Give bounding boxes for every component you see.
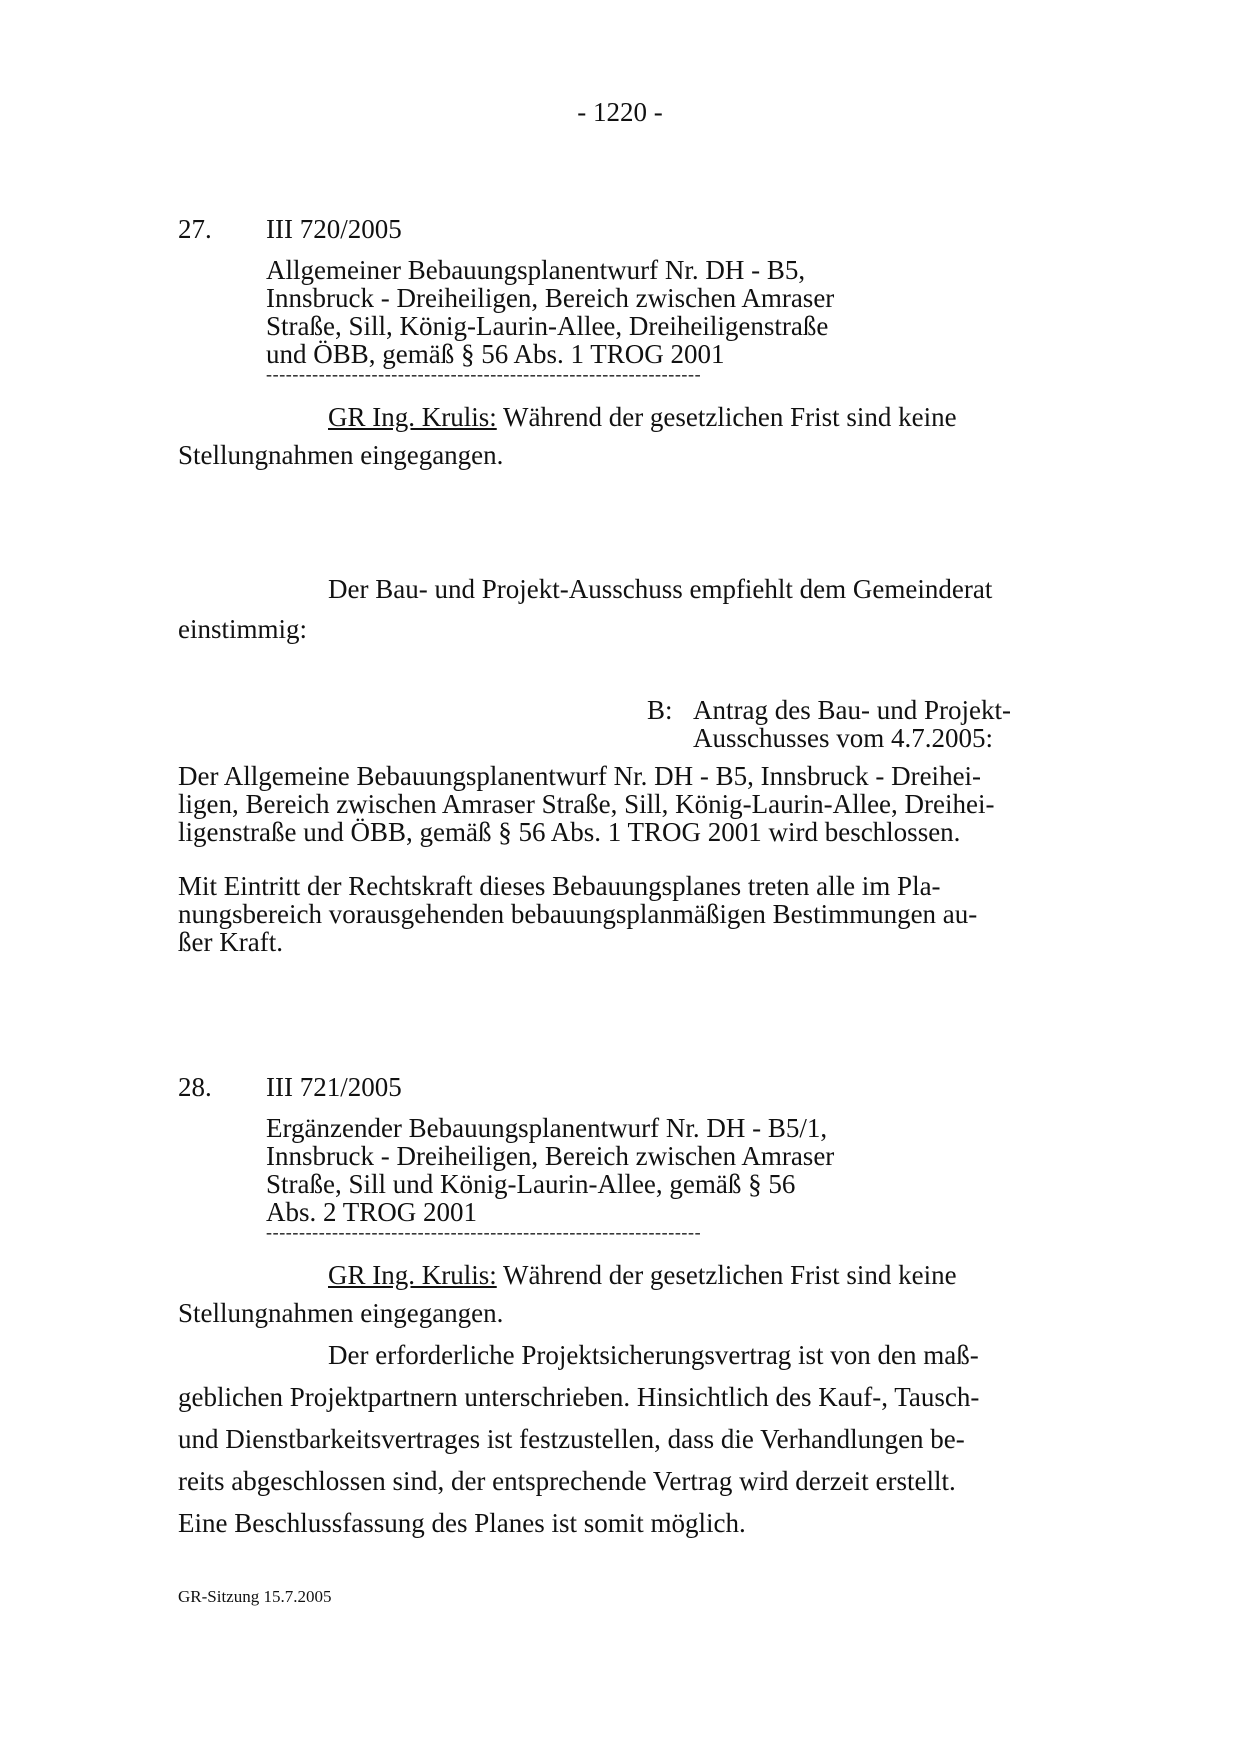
item-27-reference: III 720/2005 [266,214,402,244]
effect-line: nungsbereich vorausgehenden bebauungsplanmäßigen Bestimmungen au- [178,899,978,929]
footer: GR-Sitzung 15.7.2005 [178,1587,332,1606]
item-28-statement [328,1254,957,1296]
motion-text [693,696,1011,752]
item-27-title [266,256,834,368]
title-line: Allgemeiner Bebauungsplanentwurf Nr. DH - B5, [266,255,806,285]
item-28-body [178,1376,979,1544]
resolution-line: Der Allgemeine Bebauungsplanentwurf Nr. DH - B5, Innsbruck - Dreihei- [178,761,982,791]
item-27-statement [328,396,957,438]
speaker-name: GR Ing. Krulis: [328,1260,497,1290]
item-27-statement-line2: Stellungnahmen eingegangen. [178,440,504,470]
body-line: und Dienstbarkeitsvertrages ist festzustellen, dass die Verhandlungen be- [178,1424,965,1454]
body-line: Eine Beschlussfassung des Planes ist somit möglich. [178,1508,746,1538]
title-line: Abs. 2 TROG 2001 [266,1197,478,1227]
motion-line: Antrag des Bau- und Projekt- [693,695,1011,725]
title-line: und ÖBB, gemäß § 56 Abs. 1 TROG 2001 [266,339,725,369]
resolution-paragraph [178,762,995,846]
item-28-separator: ------------------------------------------------------------------ [266,1222,702,1242]
recommendation-line2: einstimmig: [178,614,308,644]
title-line: Ergänzender Bebauungsplanentwurf Nr. DH - B5/1, [266,1113,828,1143]
body-line: Der erforderliche Projektsicherungsvertrag ist von den maß- [328,1340,979,1370]
item-27-separator: ------------------------------------------------------------------ [266,364,702,384]
speaker-name: GR Ing. Krulis: [328,402,497,432]
page-number: - 1220 - [577,97,663,127]
effect-line: ßer Kraft. [178,927,283,957]
item-28-reference: III 721/2005 [266,1072,402,1102]
resolution-line: ligenstraße und ÖBB, gemäß § 56 Abs. 1 TROG 2001 wird beschlossen. [178,817,961,847]
title-line: Straße, Sill, König-Laurin-Allee, Dreiheiligenstraße [266,311,829,341]
effect-paragraph [178,872,977,956]
body-line: geblichen Projektpartnern unterschrieben. Hinsichtlich des Kauf-, Tausch- [178,1382,980,1412]
item-28-title [266,1114,834,1226]
motion-label: B: [647,695,673,725]
title-line: Innsbruck - Dreiheiligen, Bereich zwischen Amraser [266,283,835,313]
statement-text: Während der gesetzlichen Frist sind keine [496,1260,957,1290]
title-line: Straße, Sill und König-Laurin-Allee, gemäß § 56 [266,1169,796,1199]
body-line: reits abgeschlossen sind, der entsprechende Vertrag wird derzeit erstellt. [178,1466,956,1496]
effect-line: Mit Eintritt der Rechtskraft dieses Bebauungsplanes treten alle im Pla- [178,871,941,901]
item-28-statement-line2: Stellungnahmen eingegangen. [178,1298,504,1328]
resolution-line: ligen, Bereich zwischen Amraser Straße, Sill, König-Laurin-Allee, Dreihei- [178,789,995,819]
recommendation-line1: Der Bau- und Projekt-Ausschuss empfiehlt dem Gemeinderat [328,574,993,604]
statement-text: Während der gesetzlichen Frist sind keine [496,402,957,432]
item-28-number: 28. [178,1072,212,1102]
motion-line: Ausschusses vom 4.7.2005: [693,723,994,753]
item-27-number: 27. [178,214,212,244]
title-line: Innsbruck - Dreiheiligen, Bereich zwischen Amraser [266,1141,835,1171]
